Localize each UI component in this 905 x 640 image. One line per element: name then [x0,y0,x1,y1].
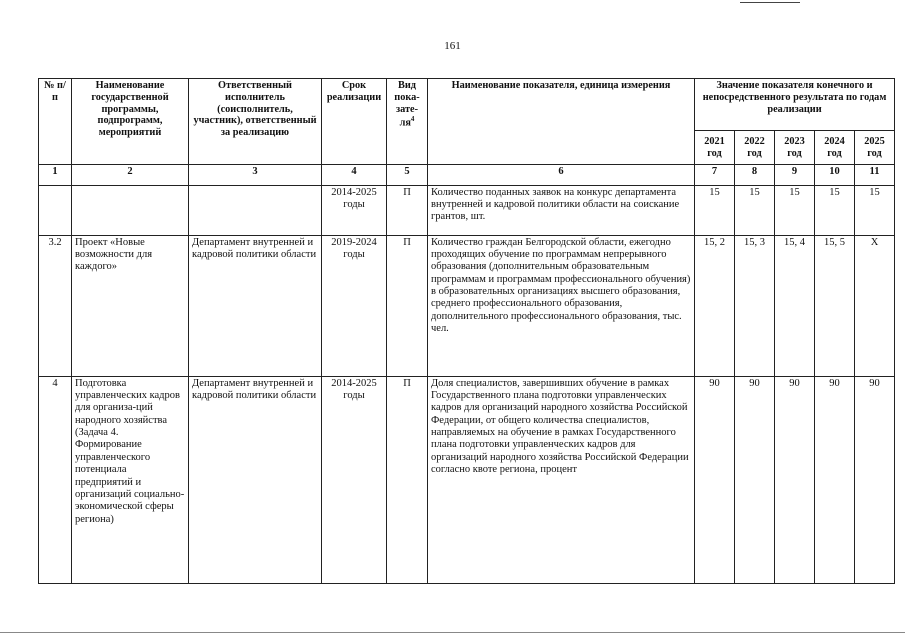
row-program-name [72,185,189,235]
row-value-2024: 15 [815,185,855,235]
table-row [39,235,895,376]
row-value-2025: Х [855,235,895,376]
col-number: 4 [322,165,387,186]
row-indicator-kind: П [387,185,428,235]
row-value-2025: 15 [855,185,895,235]
row-executor: Департамент внутренней и кадровой политики области [189,235,322,376]
row-indicator-kind: П [387,235,428,376]
page-number: 161 [444,40,461,52]
header-num: № п/п [39,79,72,165]
row-num [39,185,72,235]
header-values-group: Значение показателя конечного и непосредственного результата по годам реализации [695,79,895,131]
row-value-2022: 15 [735,185,775,235]
header-year-2025: 2025 год [855,131,895,165]
header-term: Срок реализации [322,79,387,165]
column-numbers-row [39,165,895,186]
header-program-name: Наименование государственной программы, подпрограмм, мероприятий [72,79,189,165]
header-year-2022: 2022 год [735,131,775,165]
header-indicator-kind-text: Вид пока-зате-ля [394,80,420,129]
row-value-2023: 15, 4 [775,235,815,376]
col-number: 9 [775,165,815,186]
table-row [39,185,895,235]
row-value-2021: 15, 2 [695,235,735,376]
header-year-2021: 2021 год [695,131,735,165]
row-term: 2019-2024 годы [322,235,387,376]
col-number: 7 [695,165,735,186]
col-number: 6 [428,165,695,186]
row-program-name: Проект «Новые возможности для каждого» [72,235,189,376]
row-num: 3.2 [39,235,72,376]
col-number: 3 [189,165,322,186]
table-row [39,376,895,583]
col-number: 8 [735,165,775,186]
top-scan-line [740,2,800,3]
row-executor: Департамент внутренней и кадровой политики области [189,376,322,583]
row-num: 4 [39,376,72,583]
header-year-2023: 2023 год [775,131,815,165]
row-value-2022: 90 [735,376,775,583]
header-indicator-kind [387,79,428,165]
row-value-2024: 15, 5 [815,235,855,376]
col-number: 2 [72,165,189,186]
col-number: 10 [815,165,855,186]
bottom-scan-line [0,632,905,633]
indicators-table [38,78,895,584]
row-value-2025: 90 [855,376,895,583]
row-value-2022: 15, 3 [735,235,775,376]
row-indicator-name: Доля специалистов, завершивших обучение в рамках Государственного плана подготовки управленческих кадров для организаций народного хозяйства Российской Федерации, от общего количества специалистов, направляемых на обучение в рамках Государственного плана подготовки управленческих кадров для организаций народного хозяйства Российской Федерации согласно квоте региона, процент [428,376,695,583]
row-term: 2014-2025 годы [322,185,387,235]
header-executor: Ответственный исполнитель (соисполнитель, участник), ответственный за реализацию [189,79,322,165]
row-term: 2014-2025 годы [322,376,387,583]
col-number: 5 [387,165,428,186]
row-program-name: Подготовка управленческих кадров для организа-ций народного хозяйства (Задача 4. Формирование управленческого потенциала предприятий и организаций социально-экономической сферы региона) [72,376,189,583]
row-executor [189,185,322,235]
row-indicator-name: Количество поданных заявок на конкурс департамента внутренней и кадровой политики области на соискание грантов, шт. [428,185,695,235]
header-year-2024: 2024 год [815,131,855,165]
row-value-2024: 90 [815,376,855,583]
row-value-2021: 90 [695,376,735,583]
row-value-2023: 15 [775,185,815,235]
col-number: 11 [855,165,895,186]
row-indicator-name: Количество граждан Белгородской области, ежегодно проходящих обучение по программам непрерывного образования (дополнительным образовательным программам и программам профессионального обучения) в образовательных организациях высшего образования, среднего профессионального образования, дополнительного профессионального образования, тыс. чел. [428,235,695,376]
col-number: 1 [39,165,72,186]
row-indicator-kind: П [387,376,428,583]
row-value-2021: 15 [695,185,735,235]
header-indicator-name: Наименование показателя, единица измерения [428,79,695,165]
header-indicator-kind-footnote: 4 [410,115,415,124]
row-value-2023: 90 [775,376,815,583]
